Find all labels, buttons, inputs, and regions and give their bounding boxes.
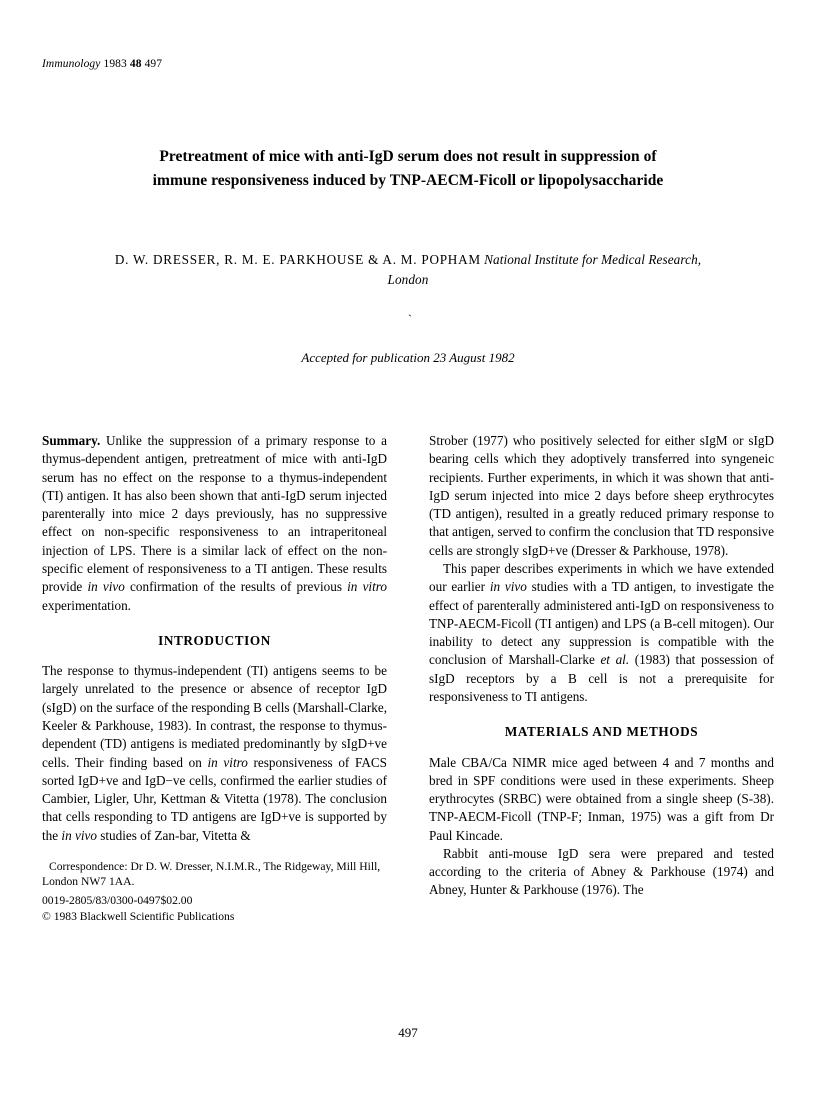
footnote-correspondence: Correspondence: Dr D. W. Dresser, N.I.M.R., The Ridgeway, Mill Hill, London NW7 1AA. <box>42 859 381 889</box>
right-p2-text-3: (1983) that possession of sIgD receptors by a B cell is not a prerequisite for responsiveness to TI antigens. <box>429 652 774 704</box>
section-heading-materials-and-methods: MATERIALS AND METHODS <box>504 724 699 740</box>
introduction-paragraph <box>42 662 387 845</box>
methods-paragraph-1: Male CBA/Ca NIMR mice aged between 4 and 7 months and bred in SPF conditions were used in these experiments. Sheep erythrocytes (SRBC) were obtained from a single sheep (S-38). TNP-AECM-Ficoll (TNP-F; Inman, 1975) was a gift from Dr Paul Kincade. <box>429 754 774 843</box>
body-columns <box>42 432 774 924</box>
intro-text-1: The response to thymus-independent (TI) antigens seems to be largely unrelated to the presence or absence of receptor IgD (sIgD) on the surface of the responding B cells (Marshall-Clarke, Keeler & Parkhouse, 1983). In contrast, the response to thymus-dependent (TD) antigens is mediated predominantly by sIgD+ve cells. Their finding based on <box>42 663 387 770</box>
right-paragraph-1: Strober (1977) who positively selected for either sIgM or sIgD bearing cells which they adoptively transferred into syngeneic recipients. Further experiments, in which it was shown that anti-IgD serum injected into mice 2 days before sheep erythrocytes (TD antigen), resulted in a greatly reduced primary response to that antigen, served to confirm the conclusion that TD responsive cells are strongly sIgD+ve (Dresser & Parkhouse, 1978). <box>429 433 774 558</box>
journal-volume: 48 <box>129 58 142 70</box>
methods-paragraph-2: Rabbit anti-mouse IgD sera were prepared and tested according to the criteria of Abney & Parkhouse (1974) and Abney, Hunter & Parkhouse (1976). The <box>429 845 774 898</box>
journal-header <box>42 58 162 70</box>
author-affiliation-city: London <box>387 271 429 287</box>
intro-text-3: studies of Zan-bar, Vitetta & <box>96 827 251 843</box>
intro-italic-1: in vitro <box>207 754 248 770</box>
right-paragraph-2 <box>429 560 774 706</box>
right-p2-italic-2: et al. <box>600 652 630 668</box>
author-names: D. W. DRESSER, R. M. E. PARKHOUSE & A. M. POPHAM <box>114 252 481 267</box>
footnote-block <box>42 859 387 924</box>
accepted-date: Accepted for publication 23 August 1982 <box>301 350 515 365</box>
author-block <box>42 250 774 290</box>
section-heading-introduction: INTRODUCTION <box>158 632 271 648</box>
title-line-1: Pretreatment of mice with anti-IgD serum does not result in suppression of <box>159 148 657 165</box>
page-number: 497 <box>398 1025 418 1040</box>
footnote-issn-code: 0019-2805/83/0300-0497$02.00 <box>42 893 193 907</box>
right-p2-italic-1: in vivo <box>489 579 527 595</box>
summary-italic-2: in vitro <box>347 579 387 595</box>
left-column <box>42 432 387 924</box>
stray-mark: ` <box>408 312 412 326</box>
right-p2-text-1: This paper describes experiments in which we have extended our earlier <box>429 560 774 595</box>
intro-text-2: responsiveness of FACS sorted IgD+ve and IgD−ve cells, confirmed the earlier studies of Cambier, Ligler, Uhr, Kettman & Vitetta (1978). The conclusion that cells responding to TD antigens are IgD+ve is supported by the <box>42 754 388 843</box>
footnote-copyright: © 1983 Blackwell Scientific Publications <box>42 909 235 923</box>
intro-italic-2: in vivo <box>61 827 97 843</box>
journal-year: 1983 <box>103 58 127 70</box>
title-line-2: immune responsiveness induced by TNP-AECM-Ficoll or lipopolysaccharide <box>152 171 664 189</box>
journal-name: Immunology <box>42 58 101 70</box>
summary-text-3: experimentation. <box>42 597 131 613</box>
journal-page: 497 <box>144 58 163 70</box>
summary-italic-1: in vivo <box>87 579 125 595</box>
right-p2-text-2: studies with a TD antigen, to investigate the effect of parenterally administered anti-IgD on responsiveness to TNP-AECM-Ficoll (TI antigen) and LPS (a B-cell mitogen). Our inability to detect any suppression is compatible with the conclusion of Marshall-Clarke <box>429 579 774 668</box>
page-title <box>42 145 774 192</box>
summary-label: Summary. <box>42 433 101 448</box>
right-column <box>429 432 774 924</box>
summary-paragraph <box>42 432 387 615</box>
summary-text-1: Unlike the suppression of a primary response to a thymus-dependent antigen, pretreatment of mice with anti-IgD serum has no effect on the response to a thymus-independent (TI) antigen. It has also been shown that anti-IgD serum injected parenterally into mice 2 days previously, has no suppressive effect on non-specific responsiveness to an intraperitoneal injection of LPS. There is a similar lack of effect on the non-specific element of responsiveness to a TI antigen. These results provide <box>42 433 387 595</box>
author-affiliation: National Institute for Medical Research, <box>484 252 702 267</box>
summary-text-2: confirmation of the results of previous <box>124 579 348 595</box>
